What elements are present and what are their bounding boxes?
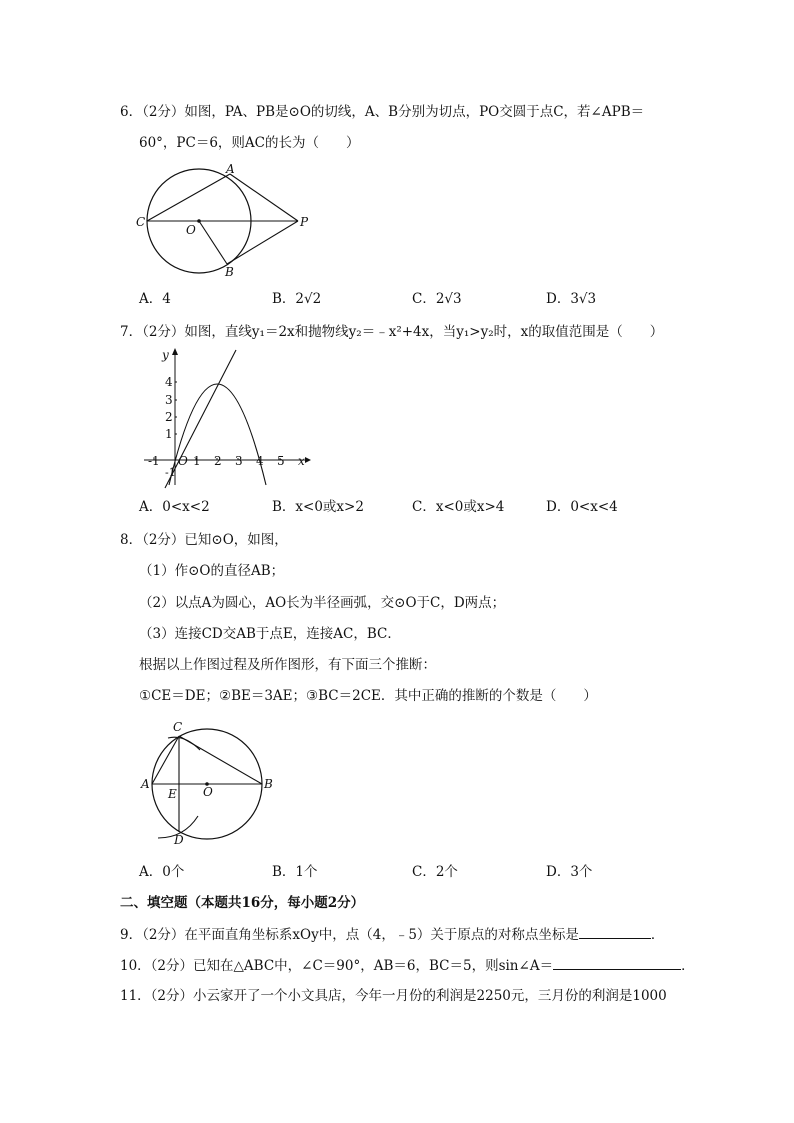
section2-heading: 二、填空题（本题共16分，每小题2分） [120, 895, 365, 911]
q7-xtick-neg1: -1 [148, 454, 160, 468]
q8-label-o: O [203, 785, 213, 799]
q7-label-y: y [162, 348, 169, 362]
q8-label-a: A [141, 777, 150, 791]
q7-parabola-y2 [169, 384, 266, 485]
q6-label-p: P [300, 215, 309, 229]
q8-label-c: C [173, 720, 183, 734]
q8-option-d: D．3个 [546, 864, 593, 880]
q8-option-c: C．2个 [412, 864, 458, 880]
q8-label-e: E [168, 787, 177, 801]
q6-option-a: A．4 [139, 291, 171, 307]
q8-figure [140, 718, 280, 848]
q7-ytick-neg1: -1 [165, 466, 176, 479]
q6-line-ca [147, 174, 230, 221]
q8-line-ac [152, 736, 179, 784]
q7-ytick-1: 1 [165, 427, 173, 441]
q8-step3: （3）连接CD交AB于点E，连接AC，BC． [139, 626, 401, 642]
q10-answer-blank[interactable] [553, 955, 681, 970]
q8-option-a: A．0个 [139, 864, 185, 880]
q9-text: 9．（2分）在平面直角坐标系xOy中，点（4，﹣5）关于原点的对称点坐标是 [120, 927, 579, 943]
q6-option-c: C．2√3 [412, 291, 462, 307]
q8-option-b: B．1个 [272, 864, 318, 880]
q7-ytick-4: 4 [165, 375, 173, 389]
q7-label-x: x [298, 454, 305, 468]
q6-line-pa [230, 174, 298, 221]
q7-line1: 7．（2分）如图，直线y₁＝2x和抛物线y₂＝﹣x²+4x，当y₁>y₂时，x的取值范围是（ ） [120, 324, 664, 340]
q6-line-pb [227, 221, 298, 264]
q6-option-d: D．3√3 [546, 291, 597, 307]
q6-center-dot [197, 219, 201, 223]
q6-label-a: A [226, 162, 235, 176]
q8-line1: 8．（2分）已知⊙O，如图， [120, 532, 288, 548]
q8-judgements: ①CE＝DE；②BE＝3AE；③BC＝2CE．其中正确的推断的个数是（ ） [139, 688, 597, 704]
q6-label-o: O [186, 223, 196, 237]
q10-text: 10．（2分）已知在△ABC中，∠C＝90°，AB＝6，BC＝5，则sin∠A＝ [120, 958, 554, 974]
q7-graph [140, 345, 320, 495]
q6-line2: 60°，PC＝6，则AC的长为（ ） [139, 135, 360, 151]
q7-y-arrow [172, 348, 178, 355]
q7-xtick-2: 2 [214, 454, 222, 468]
q7-x-arrow [305, 457, 311, 463]
q8-label-b: B [264, 777, 273, 791]
q9-end: ． [650, 927, 665, 943]
q8-judge-intro: 根据以上作图过程及所作图形，有下面三个推断： [139, 657, 436, 673]
q11-line: 11．（2分）小云家开了一个小文具店，今年一月份的利润是2250元，三月份的利润是1000 [120, 988, 667, 1004]
q7-option-c: C．x<0或x>4 [412, 499, 505, 515]
q8-label-d: D [174, 833, 184, 847]
q7-option-b: B．x<0或x>2 [272, 499, 364, 515]
q6-option-b: B．2√2 [272, 291, 322, 307]
q9-answer-blank[interactable] [579, 924, 651, 939]
q7-xtick-5: 5 [277, 454, 285, 468]
q7-ytick-2: 2 [165, 410, 173, 424]
q8-step2: （2）以点A为圆心，AO长为半径画弧，交⊙O于C，D两点； [139, 595, 506, 611]
q7-xtick-3: 3 [235, 454, 243, 468]
q6-label-b: B [225, 265, 234, 279]
q8-step1: （1）作⊙O的直径AB； [139, 563, 285, 579]
q6-line-ob [199, 221, 227, 264]
q7-option-a: A．0<x<2 [139, 499, 210, 515]
q6-label-c: C [136, 215, 146, 229]
q7-option-d: D．0<x<4 [546, 499, 618, 515]
q7-label-origin: O [178, 454, 188, 468]
q6-figure [130, 160, 320, 285]
q7-xtick-1: 1 [193, 454, 201, 468]
q7-xtick-4: 4 [256, 454, 264, 468]
q10-line [120, 955, 695, 976]
q10-end: ． [681, 958, 695, 974]
q9-line [120, 924, 664, 945]
q7-ytick-3: 3 [165, 393, 173, 407]
q6-line1: 6．（2分）如图，PA、PB是⊙O的切线，A、B分别为切点，PO交圆于点C，若∠APB＝ [120, 104, 645, 120]
